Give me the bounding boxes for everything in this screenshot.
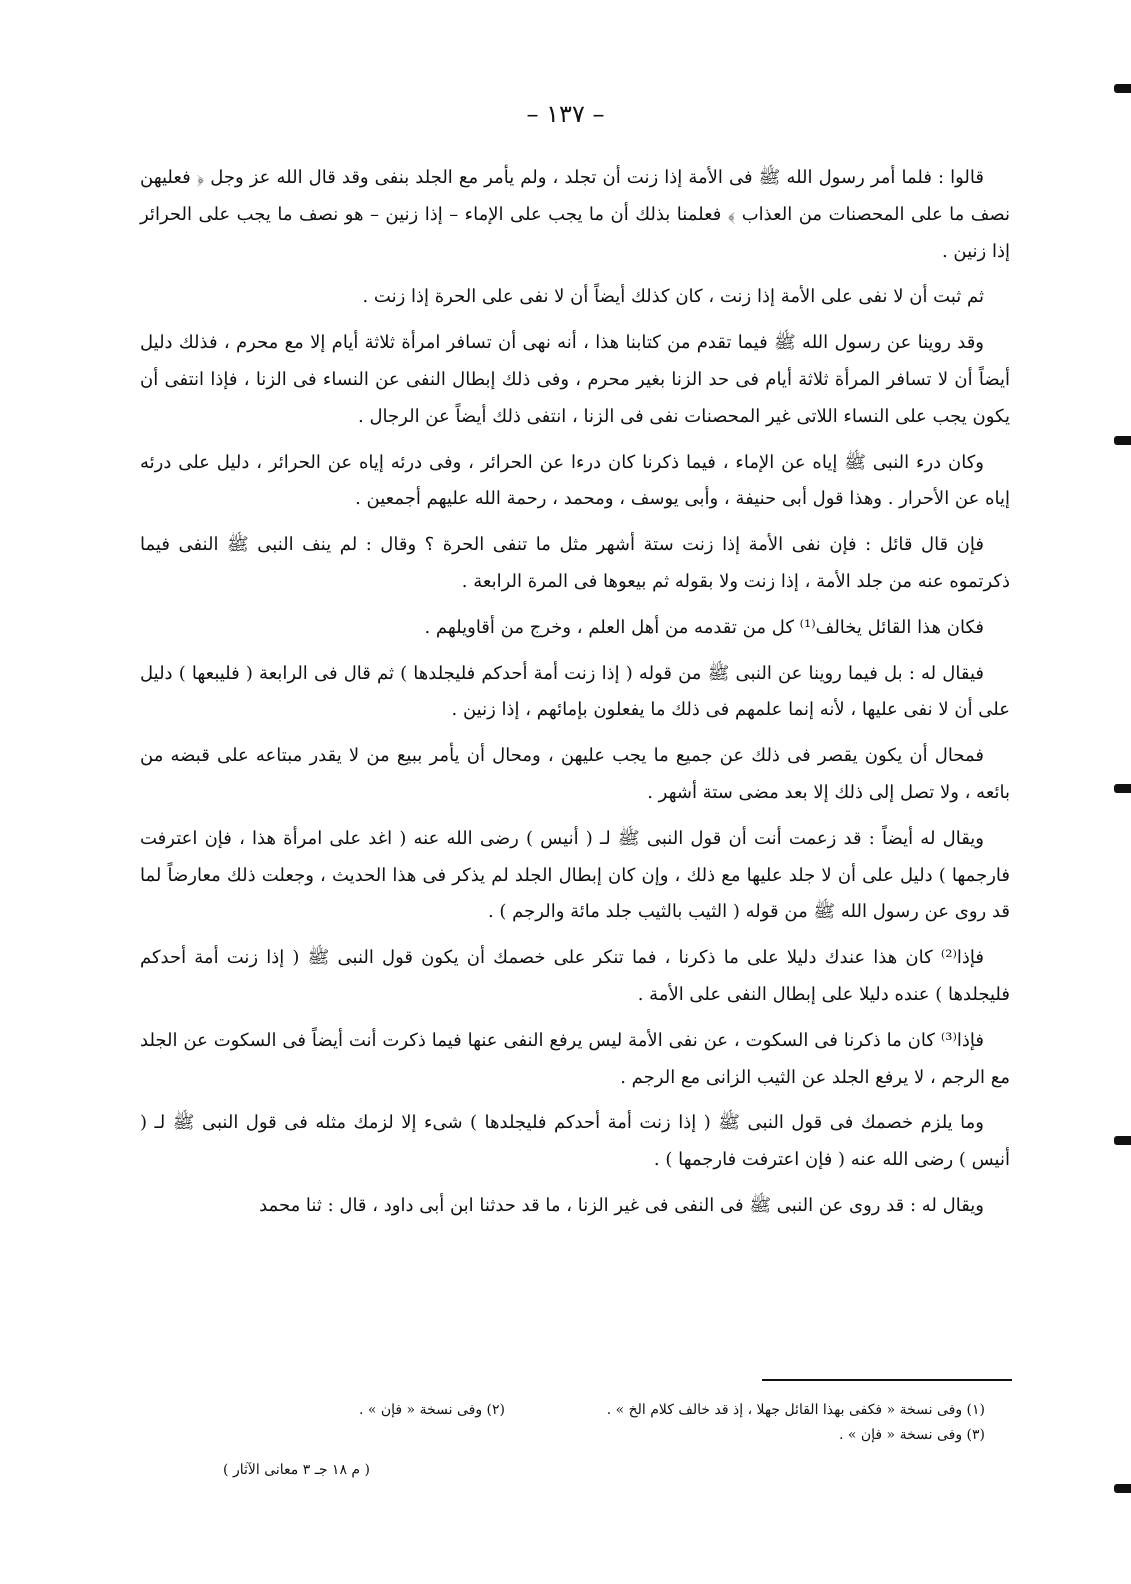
paragraph: فإن قال قائل : فإن نفى الأمة إذا زنت ستة أشهر مثل ما تنفى الحرة ؟ وقال : لم ينف النبى ﷺ النفى فيما ذكرتموه عنه من جلد الأمة ، إذا زنت ولا بقوله ثم بيعوها فى المرة الرابعة . [140,534,1010,592]
paragraph: قالوا : فلما أمر رسول الله ﷺ فى الأمة إذا زنت أن تجلد ، ولم يأمر مع الجلد بنفى وقد قال الله عز وجل ﴿ فعليهن نصف ما على المحصنات من العذاب ﴾ فعلمنا بذلك أن ما يجب على الإماء – إذا زنين – هو نصف ما يجب على الحرائر إذا زنين . [140,167,1010,262]
footnote-3: (٣) وفى نسخة « فإن » . [838,1427,985,1443]
scan-edge-mark [1114,784,1131,793]
footnote-row [140,1398,1010,1423]
footnote-1: (١) وفى نسخة « فكفى بهذا القائل جهلا ، إذ قد خالف كلام الخ » . [606,1402,985,1418]
paragraph: فمحال أن يكون يقصر فى ذلك عن جميع ما يجب عليهن ، ومحال أن يأمر ببيع من لا يقدر مبتاعه على قبضه من بائعه ، ولا تصل إلى ذلك إلا بعد مضى ستة أشهر . [140,745,1010,803]
signature-mark: ( م ١٨ جـ ٣ معانى الآثار ) [223,1462,370,1478]
paragraph: فإذا⁽²⁾ كان هذا عندك دليلا على ما ذكرنا ، فما تنكر على خصمك أن يكون قول النبى ﷺ ( إذا زنت أمة أحدكم فليجلدها ) عنده دليلا على إبطال النفى على الأمة . [140,947,1010,1005]
scan-edge-mark [1114,1484,1131,1493]
paragraph: ويقال له أيضاً : قد زعمت أنت أن قول النبى ﷺ لـ ( أنيس ) رضى الله عنه ( اغد على امرأة هذا ، فإن اعترفت فارجمها ) دليل على أن لا جلد عليها مع ذلك ، وإن كان إبطال الجلد لم يذكر فى هذا الحديث ، وجعلت ذلك معارضاً لما قد روى عن رسول الله ﷺ من قوله ( الثيب بالثيب جلد مائة والرجم ) . [140,827,1010,923]
paragraph: فيقال له : بل فيما روينا عن النبى ﷺ من قوله ( إذا زنت أمة أحدكم فليجلدها ) ثم قال فى الرابعة ( فليبعها ) دليل على أن لا نفى عليها ، لأنه إنما علمهم فى ذلك ما يفعلون بإمائهم ، إذا زنين . [140,662,1010,721]
paragraph: ويقال له : قد روى عن النبى ﷺ فى النفى فى غير الزنا ، ما قد حدثنا ابن أبى داود ، قال : ثنا محمد [259,1194,984,1216]
scan-edge-mark [1114,1136,1131,1145]
paragraph: ثم ثبت أن لا نفى على الأمة إذا زنت ، كان كذلك أيضاً أن لا نفى على الحرة إذا زنت . [362,286,984,308]
scan-edge-mark [1114,436,1131,445]
page-number: – ١٣٧ – [526,100,605,128]
footnotes [140,1398,1010,1448]
paragraph: وما يلزم خصمك فى قول النبى ﷺ ( إذا زنت أمة أحدكم فليجلدها ) شىء إلا لزمك مثله فى قول النبى ﷺ لـ ( أنيس ) رضى الله عنه ( فإن اعترفت فارجمها ) . [140,1112,1010,1171]
footnote-row [140,1423,1010,1448]
paragraph: فإذا⁽³⁾ كان ما ذكرنا فى السكوت ، عن نفى الأمة ليس يرفع النفى عنها فيما ذكرت أنت أيضاً فى السكوت عن الجلد مع الرجم ، لا يرفع الجلد عن الثيب الزانى مع الرجم . [140,1029,1010,1088]
paragraph: فكان هذا القائل يخالف⁽¹⁾ كل من تقدمه من أهل العلم ، وخرج من أقاويلهم . [424,616,984,638]
paragraph: وقد روينا عن رسول الله ﷺ فيما تقدم من كتابنا هذا ، أنه نهى أن تسافر امرأة ثلاثة أيام إلا مع محرم ، فذلك دليل أيضاً أن لا تسافر المرأة ثلاثة أيام فى حد الزنا بغير محرم ، وفى ذلك إبطال النفى عن النساء فى الزنا ، فإذا انتفى أن يكون يجب على النساء اللاتى غير المحصنات نفى فى الزنا ، انتفى ذلك أيضاً عن الرجال . [140,332,1010,427]
footnote-divider [762,1379,1012,1381]
footnote-2: (٢) وفى نسخة « فإن » . [358,1402,505,1418]
scan-edge-mark [1114,84,1131,93]
main-text [140,160,1010,1234]
paragraph: وكان درء النبى ﷺ إياه عن الإماء ، فيما ذكرنا كان درءا عن الحرائر ، وفى درئه إياه عن الحرائر ، دليل على درئه إياه عن الأحرار . وهذا قول أبى حنيفة ، وأبى يوسف ، ومحمد ، رحمة الله عليهم أجمعين . [140,451,1010,510]
